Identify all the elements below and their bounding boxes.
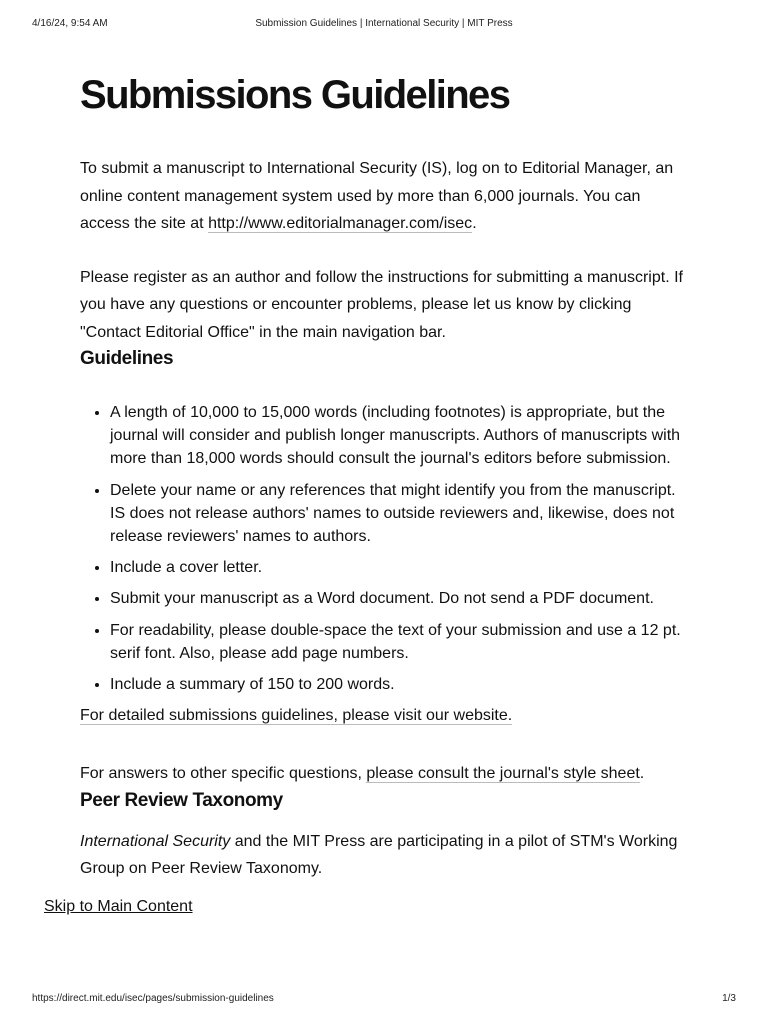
guideline-item-anonymize: • Delete your name or any references that might identify you from the manuscript. IS does not release authors' names to outside reviewers and, likewise, does not release reviewers' names to authors. (110, 479, 692, 549)
skip-to-main-content-link[interactable]: Skip to Main Content (44, 898, 193, 915)
print-date: 4/16/24, 9:54 AM (32, 18, 108, 29)
intro-period: . (472, 215, 477, 232)
guidelines-list (80, 401, 692, 696)
print-header (32, 18, 736, 32)
main-content (80, 66, 692, 883)
peer-review-text: and the MIT Press are participating in a pilot of STM's Working Group on Peer Review Taxonomy. (80, 832, 678, 878)
intro-paragraph-2: Please register as an author and follow the instructions for submitting a manuscript. If you have any questions or encounter problems, please let us know by clicking "Contact Editorial Office" in the main navigation bar. (80, 268, 683, 341)
style-sheet-link[interactable]: please consult the journal's style sheet (366, 765, 640, 783)
print-footer (32, 993, 736, 1007)
page-title: Submissions Guidelines (80, 73, 510, 117)
guideline-item-summary: • Include a summary of 150 to 200 words. (110, 673, 692, 696)
editorial-manager-link[interactable]: http://www.editorialmanager.com/isec (208, 215, 473, 232)
guideline-item-length: • A length of 10,000 to 15,000 words (including footnotes) is appropriate, but the journal will consider and publish longer manuscripts. Authors of manuscripts with more than 18,000 words should consult the journal's editors before submission. (110, 401, 692, 471)
print-document-title: Submission Guidelines | International Security | MIT Press (255, 18, 513, 29)
peer-review-paragraph (80, 828, 692, 883)
guideline-item-word-document: • Submit your manuscript as a Word document. Do not send a PDF document. (110, 587, 692, 610)
answers-period: . (639, 765, 645, 783)
print-url: https://direct.mit.edu/isec/pages/submission-guidelines (32, 993, 274, 1004)
guidelines-heading: Guidelines (80, 348, 174, 369)
answers-text: For answers to other specific questions, (80, 765, 367, 783)
journal-name: International Security (80, 832, 231, 850)
answers-paragraph (80, 760, 692, 788)
peer-review-heading: Peer Review Taxonomy (80, 789, 283, 811)
intro-paragraph-1 (80, 155, 692, 238)
intro-text: To submit a manuscript to International Security (IS), log on to Editorial Manager, an online content management system used by more than 6,000 journals. You can access the site at (80, 160, 674, 232)
guideline-item-cover-letter: • Include a cover letter. (110, 556, 692, 579)
print-page-number: 1/3 (722, 993, 736, 1004)
guideline-item-formatting: • For readability, please double-space the text of your submission and use a 12 pt. serif font. Also, please add page numbers. (110, 619, 692, 665)
detailed-guidelines-link[interactable]: For detailed submissions guidelines, please visit our website. (80, 707, 513, 725)
detailed-guidelines-row (80, 704, 692, 727)
